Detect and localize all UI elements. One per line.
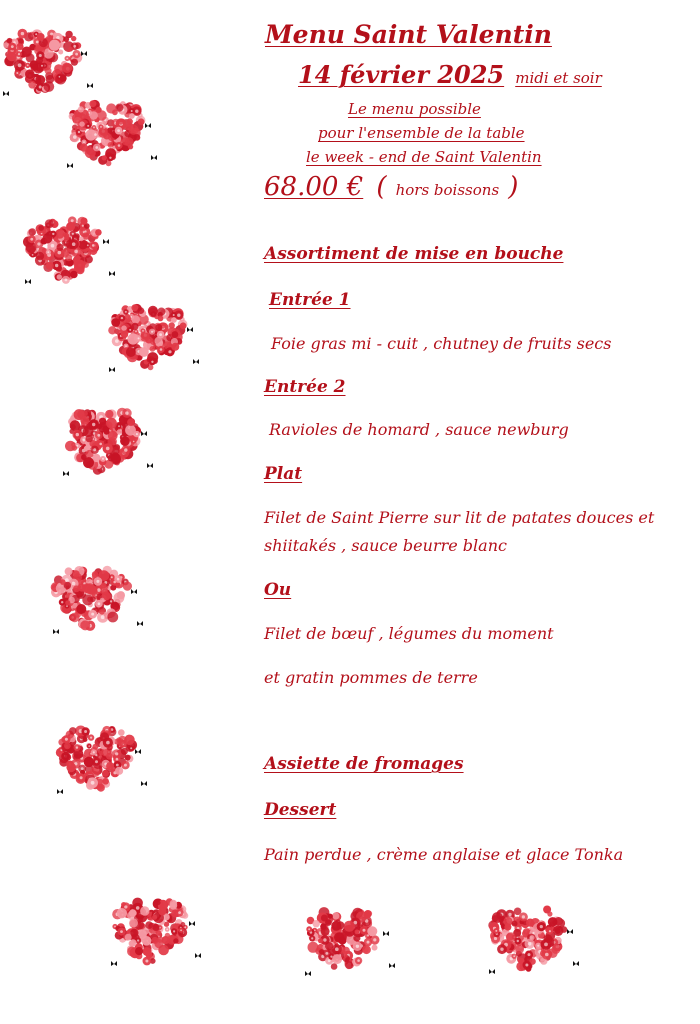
flower-heart-icon bbox=[52, 404, 162, 494]
flower-heart-icon bbox=[46, 722, 156, 812]
entree2-label: Entrée 2 bbox=[264, 377, 346, 397]
flower-heart-icon bbox=[100, 894, 210, 984]
entree2-text: Ravioles de homard , sauce newburg bbox=[269, 420, 569, 439]
plat-text-1: Filet de Saint Pierre sur lit de patates douces et bbox=[264, 508, 655, 527]
price-note: hors boissons bbox=[395, 181, 500, 199]
menu-note-2: pour l'ensemble de la table bbox=[318, 124, 525, 142]
alt-text-2: et gratin pommes de terre bbox=[264, 668, 478, 687]
price-paren-open: ( bbox=[376, 172, 387, 202]
entree1-text: Foie gras mi - cuit , chutney de fruits secs bbox=[271, 334, 612, 353]
price-line bbox=[264, 172, 518, 202]
menu-date-suffix: midi et soir bbox=[515, 69, 602, 87]
flower-heart-icon bbox=[478, 902, 588, 992]
entree1-label: Entrée 1 bbox=[269, 290, 351, 310]
plat-text-2: shiitakés , sauce beurre blanc bbox=[264, 536, 507, 555]
flower-heart-icon bbox=[14, 212, 124, 302]
ou-label: Ou bbox=[264, 580, 292, 600]
menu-price: 68.00 € bbox=[264, 172, 364, 202]
flower-heart-icon bbox=[56, 96, 166, 186]
amuse-bouche-label: Assortiment de mise en bouche bbox=[264, 244, 564, 264]
date-line bbox=[298, 60, 602, 89]
alt-text-1: Filet de bœuf , légumes du moment bbox=[264, 624, 554, 643]
flower-heart-icon bbox=[98, 300, 208, 390]
dessert-label: Dessert bbox=[264, 800, 337, 820]
fromages-label: Assiette de fromages bbox=[264, 754, 464, 774]
menu-date: 14 février 2025 bbox=[298, 60, 505, 89]
flower-heart-icon bbox=[42, 562, 152, 652]
menu-note-1: Le menu possible bbox=[348, 100, 481, 118]
plat-label: Plat bbox=[264, 464, 303, 484]
menu-title: Menu Saint Valentin bbox=[265, 20, 552, 49]
flower-heart-icon bbox=[294, 904, 404, 994]
menu-note-3: le week - end de Saint Valentin bbox=[306, 148, 542, 166]
price-paren-close: ) bbox=[508, 172, 519, 202]
dessert-text: Pain perdue , crème anglaise et glace Tonka bbox=[264, 845, 624, 864]
